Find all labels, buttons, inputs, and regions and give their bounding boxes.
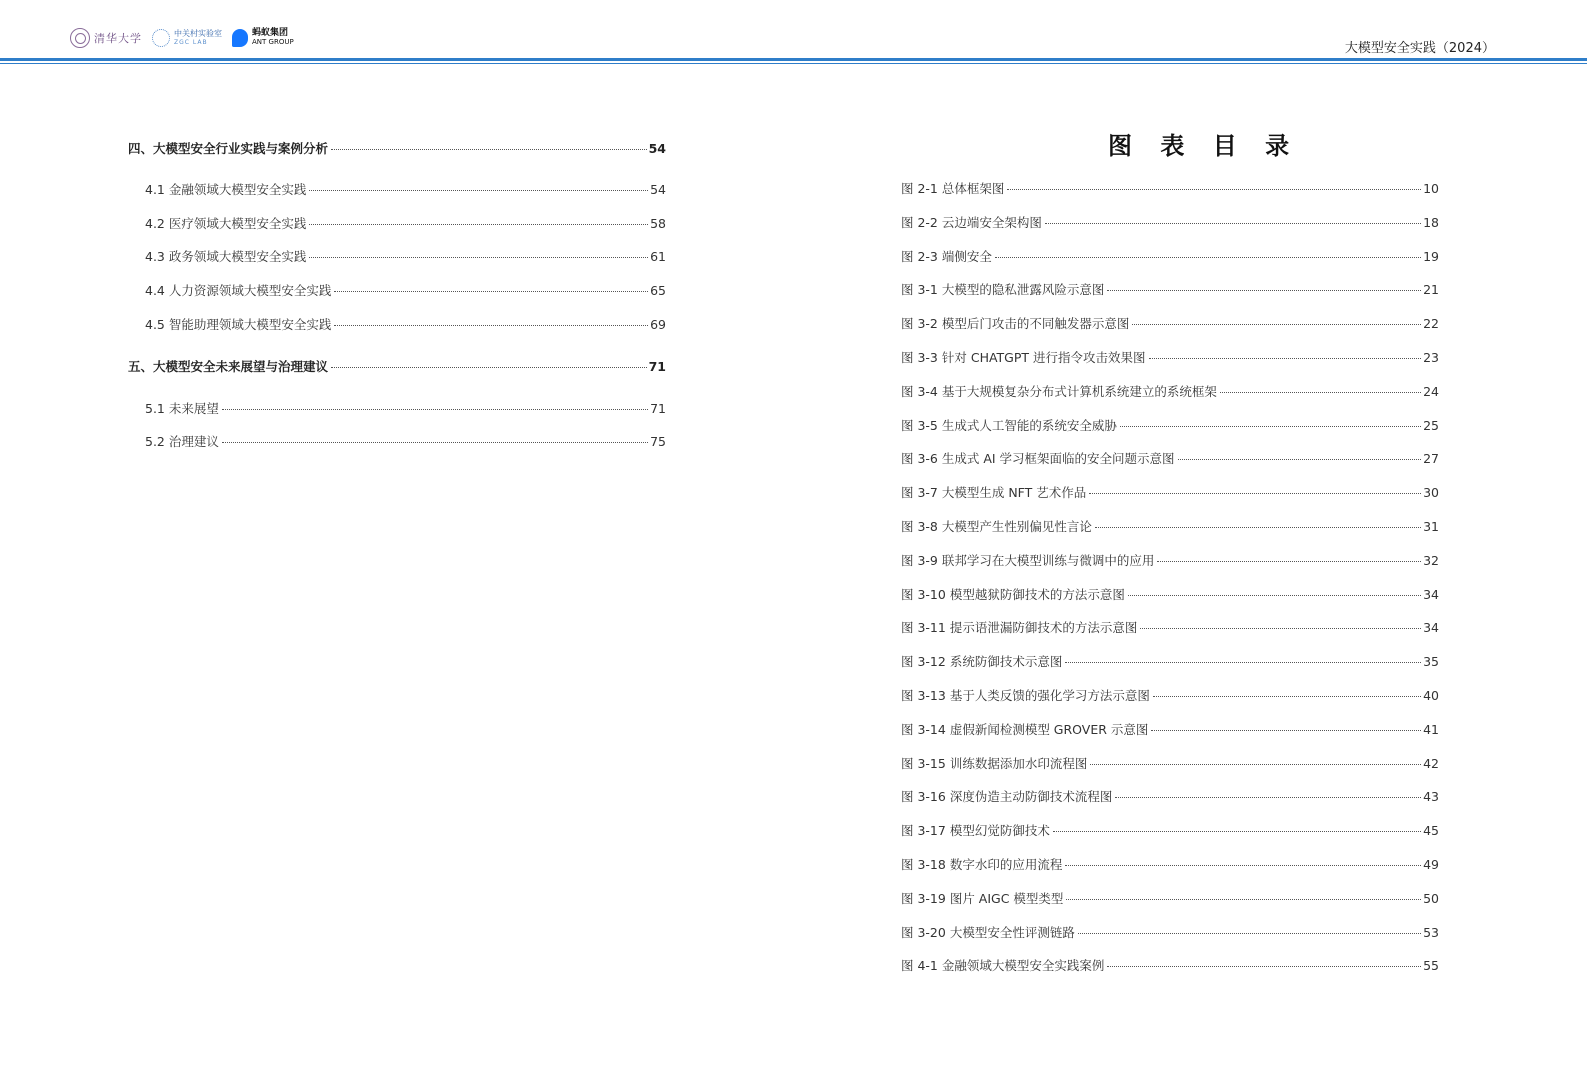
figure-entry-page-number: 31 xyxy=(1423,519,1439,534)
figure-entry-page-number: 27 xyxy=(1423,451,1439,467)
toc-entry[interactable] xyxy=(128,139,666,157)
toc-entry-page-number: 61 xyxy=(650,249,666,264)
figure-entry[interactable] xyxy=(901,652,1439,670)
figure-entry-page-number: 55 xyxy=(1423,958,1439,974)
figure-entry-label: 图 3-16 深度伪造主动防御技术流程图 xyxy=(901,789,1113,805)
dot-leader xyxy=(334,290,648,292)
figure-entry[interactable] xyxy=(901,517,1439,535)
figure-entry[interactable] xyxy=(901,483,1439,501)
toc-entry-label: 4.5 智能助理领域大模型安全实践 xyxy=(145,317,332,332)
figures-list-heading: 图 表 目 录 xyxy=(1108,131,1300,160)
figure-entry[interactable] xyxy=(901,179,1439,197)
toc-entry[interactable] xyxy=(145,281,666,299)
zgc-lab-name-en: ZGC LAB xyxy=(174,39,208,46)
dot-leader xyxy=(1007,188,1421,190)
figure-entry-label: 图 2-1 总体框架图 xyxy=(901,181,1005,196)
figure-entry[interactable] xyxy=(901,280,1439,298)
figure-entry-page-number: 40 xyxy=(1423,688,1439,703)
dot-leader xyxy=(1115,796,1421,798)
dot-leader xyxy=(1178,458,1422,460)
toc-entry[interactable] xyxy=(128,357,666,375)
page-header xyxy=(0,0,1587,70)
document-title: 大模型安全实践（2024） xyxy=(1344,41,1495,56)
dot-leader xyxy=(1065,864,1421,866)
ant-group-name-en: ANT GROUP xyxy=(252,38,294,46)
figure-entry-label: 图 3-17 模型幻觉防御技术 xyxy=(901,823,1050,839)
tsinghua-logo-text: 清华大学 xyxy=(94,32,142,45)
dot-leader xyxy=(1045,222,1421,224)
figure-entry[interactable] xyxy=(901,923,1439,941)
toc-entry-label: 4.3 政务领域大模型安全实践 xyxy=(145,249,307,264)
toc-entry-label: 五、大模型安全未来展望与治理建议 xyxy=(128,359,329,374)
figure-entry[interactable] xyxy=(901,213,1439,231)
toc-entry-page-number: 58 xyxy=(650,216,666,231)
dot-leader xyxy=(1151,729,1421,731)
figure-entry-label: 图 3-9 联邦学习在大模型训练与微调中的应用 xyxy=(901,552,1155,568)
figure-entry-page-number: 22 xyxy=(1423,316,1439,332)
toc-entry[interactable] xyxy=(145,315,666,333)
figure-entry-page-number: 53 xyxy=(1423,924,1439,940)
ant-group-emblem-icon xyxy=(232,29,248,47)
figure-entry[interactable] xyxy=(901,618,1439,636)
zgc-lab-emblem-icon xyxy=(152,29,170,47)
toc-entry-label: 四、大模型安全行业实践与案例分析 xyxy=(128,141,329,156)
dot-leader xyxy=(995,256,1421,258)
figure-entry-page-number: 23 xyxy=(1423,350,1439,365)
dot-leader xyxy=(1128,594,1421,596)
figure-entry-label: 图 3-4 基于大规模复杂分布式计算机系统建立的系统框架 xyxy=(901,383,1217,399)
figure-entry[interactable] xyxy=(901,754,1439,772)
dot-leader xyxy=(1153,695,1421,697)
dot-leader xyxy=(1089,492,1421,494)
tsinghua-seal-icon xyxy=(70,28,90,48)
tsinghua-logo xyxy=(70,28,142,48)
zgc-lab-name-cn: 中关村实验室 xyxy=(174,29,222,38)
dot-leader xyxy=(1120,425,1421,427)
figure-entry-page-number: 34 xyxy=(1423,620,1439,636)
dot-leader xyxy=(1107,289,1421,291)
figure-entry-page-number: 21 xyxy=(1423,282,1439,298)
figure-entry-label: 图 3-2 模型后门攻击的不同触发器示意图 xyxy=(901,316,1130,332)
dot-leader xyxy=(1107,965,1421,967)
dot-leader xyxy=(331,366,647,368)
figure-entry-page-number: 35 xyxy=(1423,654,1439,670)
toc-entry-page-number: 71 xyxy=(650,401,666,416)
dot-leader xyxy=(1065,661,1421,663)
figure-entry-page-number: 18 xyxy=(1423,214,1439,230)
dot-leader xyxy=(1140,627,1421,629)
figure-entry-page-number: 34 xyxy=(1423,586,1439,602)
figure-entry[interactable] xyxy=(901,889,1439,907)
toc-entry-label: 4.4 人力资源领域大模型安全实践 xyxy=(145,283,332,298)
toc-entry-label: 4.1 金融领域大模型安全实践 xyxy=(145,182,307,197)
figure-entry-label: 图 2-3 端侧安全 xyxy=(901,248,992,264)
figure-entry[interactable] xyxy=(901,720,1439,738)
figure-entry-page-number: 50 xyxy=(1423,890,1439,906)
zgc-lab-logo xyxy=(152,29,222,47)
figure-entry-page-number: 45 xyxy=(1423,823,1439,839)
ant-group-logo xyxy=(232,29,294,47)
toc-entry-page-number: 71 xyxy=(648,359,666,374)
header-logos xyxy=(70,28,294,48)
figure-entry[interactable] xyxy=(901,821,1439,839)
figure-entry-page-number: 41 xyxy=(1423,721,1439,737)
figure-entry-page-number: 42 xyxy=(1423,755,1439,771)
figure-entry-label: 图 3-5 生成式人工智能的系统安全威胁 xyxy=(901,417,1117,433)
figure-entry-label: 图 3-14 虚假新闻检测模型 GROVER 示意图 xyxy=(901,721,1149,737)
figure-entry-label: 图 3-12 系统防御技术示意图 xyxy=(901,654,1063,670)
dot-leader xyxy=(1220,391,1421,393)
figure-entry[interactable] xyxy=(901,314,1439,332)
toc-entry-label: 5.1 未来展望 xyxy=(145,401,219,416)
dot-leader xyxy=(1078,932,1421,934)
dot-leader xyxy=(1090,763,1421,765)
toc-entry[interactable] xyxy=(145,247,666,265)
figure-entry-page-number: 43 xyxy=(1423,789,1439,805)
figure-entry-page-number: 30 xyxy=(1423,485,1439,501)
toc-entry-label: 5.2 治理建议 xyxy=(145,434,219,449)
figure-entry-page-number: 25 xyxy=(1423,417,1439,433)
toc-entry-page-number: 65 xyxy=(650,283,666,298)
dot-leader xyxy=(334,324,648,326)
figure-entry-label: 图 3-10 模型越狱防御技术的方法示意图 xyxy=(901,586,1125,602)
dot-leader xyxy=(331,148,647,150)
figure-entry-label: 图 3-7 大模型生成 NFT 艺术作品 xyxy=(901,485,1087,501)
figure-entry-label: 图 3-19 图片 AIGC 模型类型 xyxy=(901,890,1064,906)
dot-leader xyxy=(1053,830,1421,832)
figure-entry-label: 图 3-18 数字水印的应用流程 xyxy=(901,857,1063,872)
figure-entry-label: 图 3-6 生成式 AI 学习框架面临的安全问题示意图 xyxy=(901,451,1175,467)
figure-entry[interactable] xyxy=(901,247,1439,265)
ant-group-name-cn: 蚂蚁集团 xyxy=(252,28,289,38)
figure-entry[interactable] xyxy=(901,956,1439,974)
dot-leader xyxy=(309,189,648,191)
figure-entry[interactable] xyxy=(901,348,1439,366)
dot-leader xyxy=(309,223,648,225)
figure-entry-label: 图 4-1 金融领域大模型安全实践案例 xyxy=(901,958,1105,974)
toc-entry[interactable] xyxy=(145,399,666,417)
toc-entry-page-number: 75 xyxy=(650,434,666,449)
figure-entry-label: 图 2-2 云边端安全架构图 xyxy=(901,214,1042,230)
dot-leader xyxy=(1132,323,1421,325)
figure-entry-page-number: 32 xyxy=(1423,552,1439,568)
figure-entry[interactable] xyxy=(901,382,1439,400)
figure-entry-label: 图 3-3 针对 CHATGPT 进行指令攻击效果图 xyxy=(901,350,1146,365)
dot-leader xyxy=(1066,898,1421,900)
figure-entry[interactable] xyxy=(901,449,1439,467)
toc-entry-page-number: 69 xyxy=(650,317,666,332)
figure-entry-label: 图 3-13 基于人类反馈的强化学习方法示意图 xyxy=(901,688,1150,703)
toc-entry[interactable] xyxy=(145,180,666,198)
figure-entry[interactable] xyxy=(901,585,1439,603)
figure-entry[interactable] xyxy=(901,416,1439,434)
dot-leader xyxy=(222,441,648,443)
figure-entry-label: 图 3-8 大模型产生性别偏见性言论 xyxy=(901,519,1092,534)
figure-entry-label: 图 3-11 提示语泄漏防御技术的方法示意图 xyxy=(901,620,1138,636)
figure-entry[interactable] xyxy=(901,551,1439,569)
figure-entry-page-number: 49 xyxy=(1423,857,1439,872)
figure-entry-label: 图 3-20 大模型安全性评测链路 xyxy=(901,924,1075,940)
header-rule-thick xyxy=(0,58,1587,61)
figure-entry[interactable] xyxy=(901,787,1439,805)
header-rule-thin xyxy=(0,63,1587,64)
figure-entry-page-number: 24 xyxy=(1423,383,1439,399)
toc-entry[interactable] xyxy=(145,214,666,232)
toc-entry-label: 4.2 医疗领域大模型安全实践 xyxy=(145,216,307,231)
figure-entry[interactable] xyxy=(901,686,1439,704)
toc-entry[interactable] xyxy=(145,432,666,450)
dot-leader xyxy=(1149,357,1422,359)
dot-leader xyxy=(1095,526,1421,528)
toc-entry-page-number: 54 xyxy=(648,141,666,156)
dot-leader xyxy=(1157,560,1421,562)
dot-leader xyxy=(309,256,648,258)
figure-entry[interactable] xyxy=(901,855,1439,873)
dot-leader xyxy=(222,408,648,410)
figure-entry-label: 图 3-1 大模型的隐私泄露风险示意图 xyxy=(901,282,1105,298)
figure-entry-page-number: 10 xyxy=(1423,181,1439,196)
figure-entry-label: 图 3-15 训练数据添加水印流程图 xyxy=(901,755,1088,771)
toc-entry-page-number: 54 xyxy=(650,182,666,197)
figure-entry-page-number: 19 xyxy=(1423,248,1439,264)
